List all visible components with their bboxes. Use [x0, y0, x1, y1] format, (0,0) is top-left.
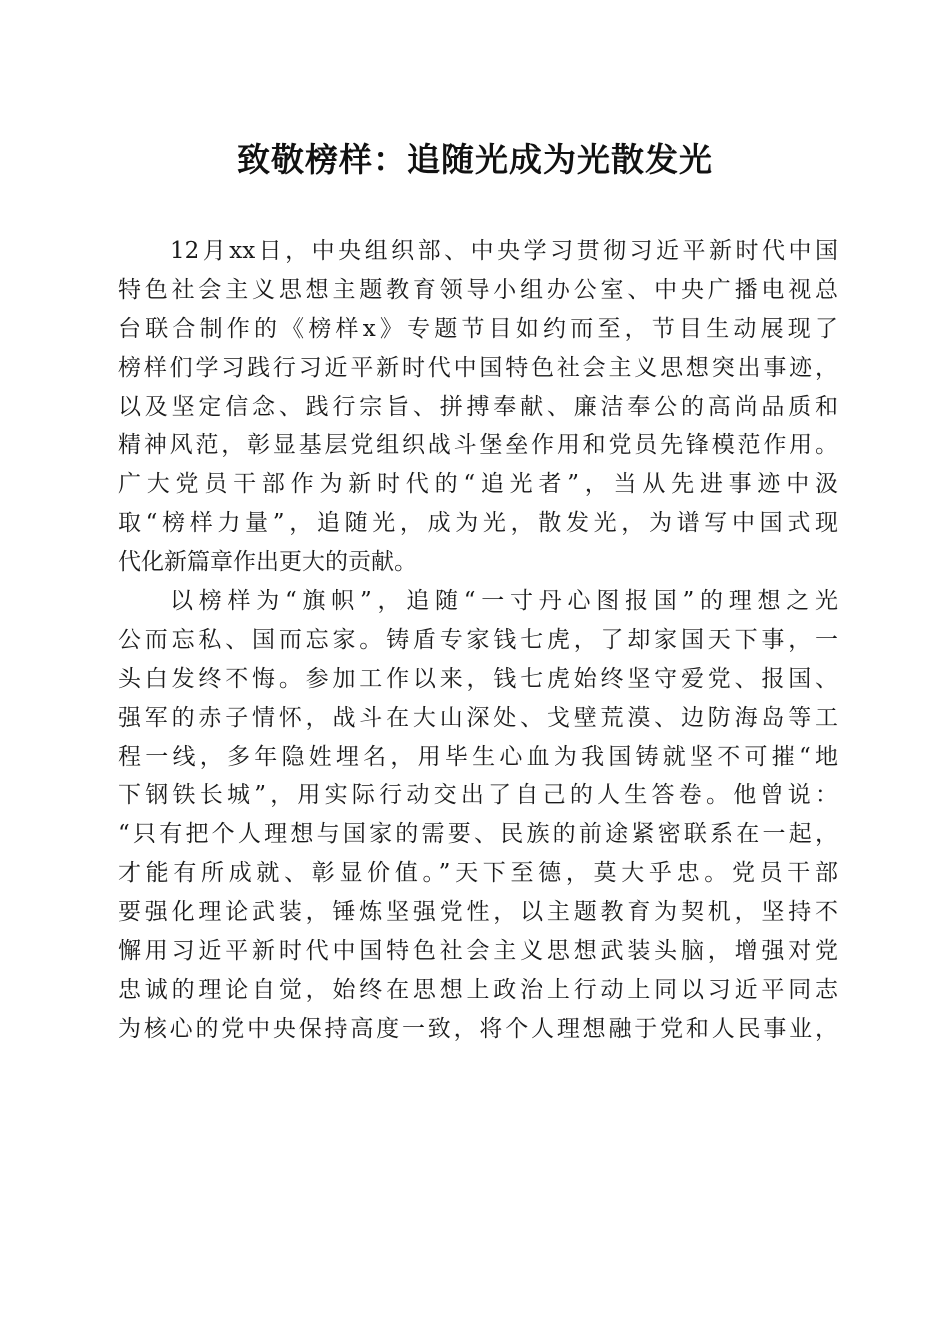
paragraph-line: 广大党员干部作为新时代的“追光者”，当从先进事迹中汲 — [118, 471, 838, 498]
paragraph-line: 榜样们学习践行习近平新时代中国特色社会主义思想突出事迹， — [118, 354, 838, 381]
paragraph-line: 公而忘私、国而忘家。铸盾专家钱七虎，了却家国天下事，一 — [118, 626, 838, 653]
paragraph-line: 台联合制作的《榜样x》专题节目如约而至，节目生动展现了 — [118, 315, 838, 342]
paragraph-line: 强军的赤子情怀，战斗在大山深处、戈壁荒漠、边防海岛等工 — [118, 704, 838, 731]
document-title: 致敬榜样：追随光成为光散发光 — [237, 140, 713, 179]
paragraph-line: 以及坚定信念、践行宗旨、拼搏奉献、廉洁奉公的高尚品质和 — [118, 393, 838, 420]
paragraph-line: 程一线，多年隐姓埋名，用毕生心血为我国铸就坚不可摧“地 — [118, 743, 838, 770]
paragraph-line: 取“榜样力量”，追随光，成为光，散发光，为谱写中国式现 — [118, 510, 838, 537]
paragraph-line: 要强化理论武装，锤炼坚强党性，以主题教育为契机，坚持不 — [118, 899, 838, 926]
paragraph-line: 才能有所成就、彰显价值。”天下至德，莫大乎忠。党员干部 — [118, 860, 838, 887]
paragraph-line: 以榜样为“旗帜”，追随“一寸丹心图报国”的理想之光 — [170, 588, 838, 615]
paragraph-line: 精神风范，彰显基层党组织战斗堡垒作用和党员先锋模范作用。 — [118, 432, 838, 459]
paragraph-line: “只有把个人理想与国家的需要、民族的前途紧密联系在一起， — [118, 821, 838, 848]
paragraph-line: 代化新篇章作出更大的贡献。 — [118, 549, 417, 576]
paragraph-line: 头白发终不悔。参加工作以来，钱七虎始终坚守爱党、报国、 — [118, 665, 838, 692]
document-body — [118, 232, 838, 1049]
paragraph-line: 下钢铁长城”，用实际行动交出了自己的人生答卷。他曾说： — [118, 782, 838, 809]
paragraph-line: 忠诚的理论自觉，始终在思想上政治上行动上同以习近平同志 — [118, 976, 838, 1003]
paragraph-line: 为核心的党中央保持高度一致，将个人理想融于党和人民事业， — [118, 1015, 838, 1042]
paragraph-line: 12月xx日，中央组织部、中央学习贯彻习近平新时代中国 — [170, 238, 838, 264]
paragraph-line: 懈用习近平新时代中国特色社会主义思想武装头脑，增强对党 — [118, 938, 838, 965]
paragraph-line: 特色社会主义思想主题教育领导小组办公室、中央广播电视总 — [118, 276, 838, 303]
